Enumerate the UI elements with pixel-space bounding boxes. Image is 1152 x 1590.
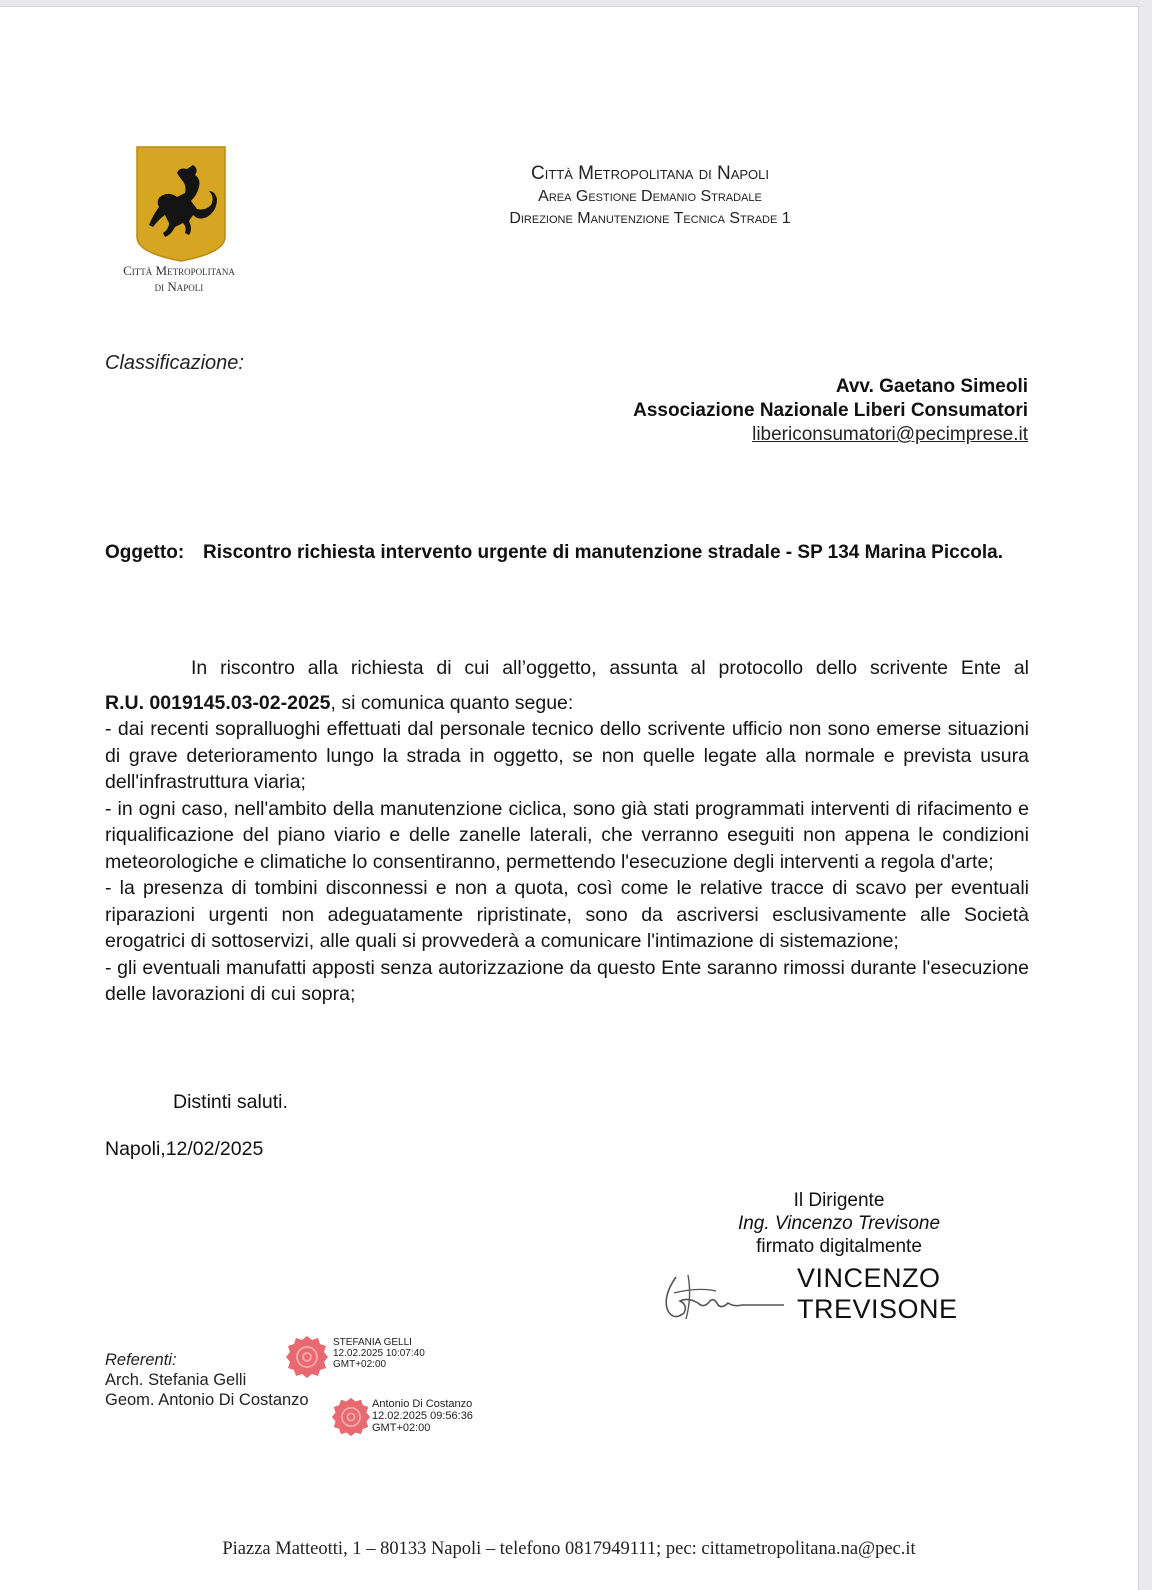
body-point-3: - la presenza di tombini disconnessi e non a quota, così come le relative tracce di scavo per eventuali riparazioni urgenti non adeguatamente ripristinate, sono da ascriversi esclusivamente alle Società erogatrici di sottoservizi, alle quali si provvederà a comunicare l'intimazione di sistemazione; xyxy=(105,877,1029,952)
protocol-after: , si comunica quanto segue: xyxy=(330,691,574,714)
body-point-4: - gli eventuali manufatti apposti senza autorizzazione da questo Ente saranno rimossi durante l'esecuzione delle lavorazioni di cui sopra; xyxy=(105,956,1029,1005)
document-page xyxy=(0,6,1139,1590)
subject-text: Riscontro richiesta intervento urgente di manutenzione stradale - SP 134 Marina Piccola. xyxy=(203,542,1003,563)
subject-block xyxy=(105,541,1029,565)
contacts-label: Referenti: xyxy=(105,1351,177,1369)
seal-text-1 xyxy=(333,1337,425,1370)
seal-1-date: 12.02.2025 10:07:40 xyxy=(333,1348,425,1359)
recipient-block xyxy=(633,375,1028,447)
seal-1-tz: GMT+02:00 xyxy=(333,1359,387,1370)
digital-signature-line1: VINCENZO xyxy=(797,1263,941,1293)
contact-person-1: Arch. Stefania Gelli xyxy=(105,1371,247,1389)
contact-person-2: Geom. Antonio Di Costanzo xyxy=(105,1391,309,1409)
digital-seal-icon xyxy=(285,1335,329,1379)
closing-greeting: Distinti saluti. xyxy=(173,1091,288,1113)
digital-seal-icon xyxy=(331,1397,371,1437)
digital-signature-line2: TREVISONE xyxy=(797,1294,958,1324)
classification-label: Classificazione: xyxy=(105,352,244,374)
body-point-1: - dai recenti sopralluoghi effettuati dal personale tecnico dello scrivente ufficio non sono emerse situazioni di grave deterioramento lungo la strada in oggetto, se non quelle legate alla normale e prevista usura dell'infrastruttura viaria; xyxy=(105,718,1029,793)
seal-2-name: Antonio Di Costanzo xyxy=(372,1398,473,1410)
contacts-block xyxy=(105,1350,309,1410)
recipient-organization: Associazione Nazionale Liberi Consumatori xyxy=(633,400,1028,421)
signature-block xyxy=(700,1189,978,1258)
letter-date: Napoli,12/02/2025 xyxy=(105,1138,264,1160)
logo-caption xyxy=(98,263,260,295)
recipient-name: Avv. Gaetano Simeoli xyxy=(835,376,1028,397)
body-protocol-line xyxy=(105,690,1029,717)
city-emblem-logo xyxy=(135,145,227,263)
body-intro: In riscontro alla richiesta di cui all’oggetto, assunta al protocollo dello scrivente Ente al xyxy=(191,657,1029,679)
signature-note: firmato digitalmente xyxy=(756,1236,922,1257)
seal-text-2 xyxy=(372,1398,473,1434)
protocol-number: R.U. 0019145.03-02-2025 xyxy=(105,691,331,714)
letter-body xyxy=(105,655,1029,1008)
digital-signature-name xyxy=(797,1263,958,1325)
signer-name: Ing. Vincenzo Trevisone xyxy=(737,1213,941,1234)
letterhead-area: Area Gestione Demanio Stradale xyxy=(538,188,762,205)
seal-2-tz: GMT+02:00 xyxy=(372,1422,431,1434)
letterhead-entity: Città Metropolitana di Napoli xyxy=(530,163,769,184)
logo-caption-line2: di Napoli xyxy=(154,279,204,294)
subject-label: Oggetto: xyxy=(105,542,185,563)
letterhead xyxy=(440,162,860,230)
seal-1-name: STEFANIA GELLI xyxy=(333,1337,412,1348)
page-footer: Piazza Matteotti, 1 – 80133 Napoli – telefono 0817949111; pec: cittametropolitana.na@pec.it xyxy=(222,1539,916,1559)
body-point-2: - in ogni caso, nell'ambito della manutenzione ciclica, sono già stati programmati interventi di rifacimento e riqualificazione del piano viario e delle zanelle laterali, che verranno eseguiti non appena le condizioni meteorologiche e climatiche lo consentiranno, permettendo l'esecuzione degli interventi a regola d'arte; xyxy=(105,797,1029,873)
handwritten-signature-icon xyxy=(658,1267,788,1327)
recipient-email-link[interactable]: libericonsumatori@pecimprese.it xyxy=(752,424,1028,445)
letterhead-direction: Direzione Manutenzione Tecnica Strade 1 xyxy=(509,210,791,227)
logo-caption-line1: Città Metropolitana xyxy=(123,263,235,278)
signer-role: Il Dirigente xyxy=(793,1190,885,1211)
seal-2-date: 12.02.2025 09:56:36 xyxy=(372,1410,473,1422)
